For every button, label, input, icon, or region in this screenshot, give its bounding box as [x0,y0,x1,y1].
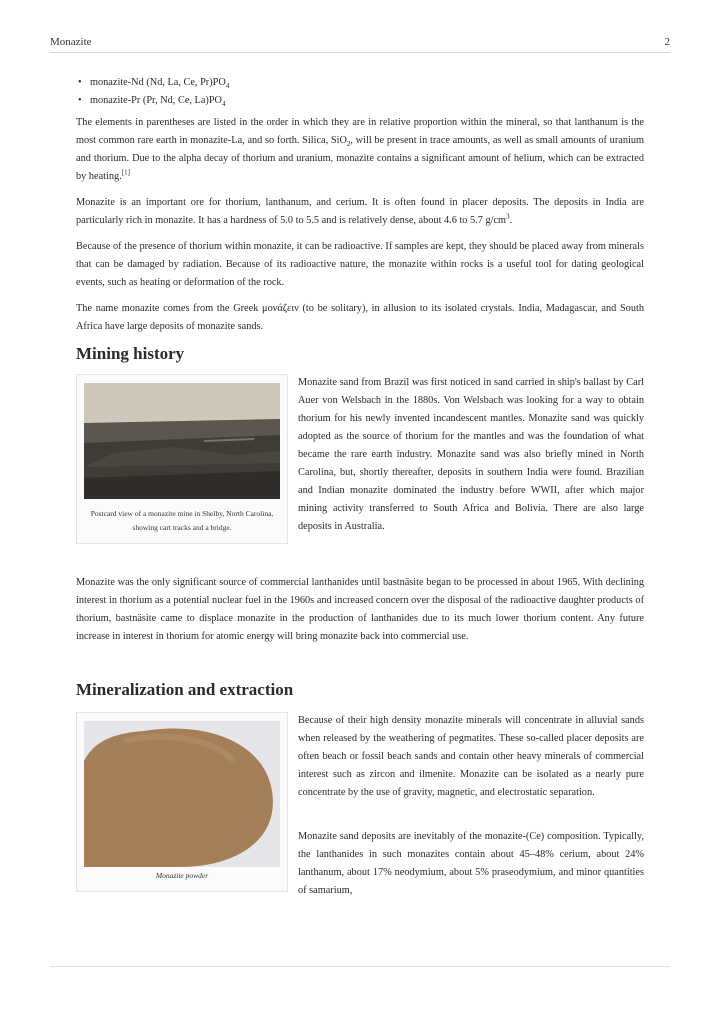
header-title: Monazite [50,36,92,48]
footer-divider [50,966,670,967]
figure-caption: Monazite powder [155,871,209,880]
paragraph: The elements in parentheses are listed in the order in which they are in relative proportion within the mineral, so that lanthanum is the most common rare earth in monazite-La, and so forth. Silica, SiO$_2$, will be present in trace amounts, as well as small amounts of uranium and thorium. Due to the alpha decay of thorium and uranium, monazite contains a significant amount of helium, which can be extracted by heating.[1] [76,117,644,182]
section-heading-mineralization: Mineralization and extraction [76,680,294,699]
mine-postcard-figure [76,374,288,544]
mineralization-side-text-1: Because of their high density monazite minerals will concentrate in alluvial sands when released by the weathering of pegmatites. These so-called placer deposits are often beach or fossil beach sands and contain other heavy minerals of commercial interest such as zircon and ilmenite. Monazite can be isolated as a nearly pure concentrate by the use of gravity, magnetic, and electrostatic separation. [298,715,644,798]
mining-after-text: Monazite was the only significant source of commercial lanthanides until bastnäsite began to be processed in about 1965. With declining interest in thorium as a potential nuclear fuel in the 1960s and increased concern over the disposal of the radioactive daughter products of thorium, bastnäsite came to displace monazite in the production of lanthanides due to its much lower thorium content. Any future increase in interest in thorium for atomic energy will bring monazite back into commercial use. [76,577,644,642]
monazite-powder-image [84,721,280,867]
mining-side-text: Monazite sand from Brazil was first noticed in sand carried in ship's ballast by Carl Auer von Welsbach in the 1880s. Von Welsbach was looking for a way to obtain thorium for his newly invented incandescent mantles. Monazite sand was quickly adopted as the source of thorium for the mantles and was the foundation of what became the rare earth industry. Monazite sand was also briefly mined in North Carolina, but, shortly thereafter, deposits in southern India were found. Brazilian and Indian monazite dominated the industry before WWII, after which major mining activity transferred to South Africa and Bolivia. There are also large deposits in Australia. [298,377,644,532]
figure-caption: Postcard view of a monazite mine in Shelby, North Carolina, showing cart tracks and a bridge. [90,509,274,532]
list-item: • monazite-Pr (Pr, Nd, Ce, $La)PO_4$ [76,92,644,110]
paragraph: Because of the presence of thorium within monazite, it can be radioactive. If samples are kept, they should be placed away from minerals that can be damaged by radiation. Because of its radioactive nature, the monazite within rocks is a useful tool for dating geological events, such as heating or deformation of the rock. [76,241,644,288]
monazite-powder-figure [76,712,288,892]
mineralization-side-text-2: Monazite sand deposits are inevitably of the monazite-(Ce) composition. Typically, the lanthanides in such monazites contain about 45–48% cerium, about 24% lanthanum, about 17% neodymium, about 5% praseodymium, and minor quantities of samarium, [298,831,644,896]
intro-section [76,74,644,344]
section-heading-mining-history: Mining history [76,344,185,363]
running-header [50,36,670,53]
paragraph: The name monazite comes from the Greek μονάζειν (to be solitary), in allusion to its isolated crystals. India, Madagascar, and South Africa have large deposits of monazite sands. [76,303,644,332]
formula-list [76,74,644,110]
list-item: • monazite-Nd (Nd, La, Ce, $Pr)PO_4$ [76,74,644,92]
mine-postcard-image [84,383,280,499]
paragraph: Monazite is an important ore for thorium, lanthanum, and cerium. It is often found in placer deposits. The deposits in India are particularly rich in monazite. It has a hardness of 5.0 to 5.5 and is relatively dense, about 4.6 to 5.7 $g/cm^3$. [76,197,644,226]
reference-link[interactable]: [1] [121,168,130,177]
page-number: 2 [664,36,670,48]
